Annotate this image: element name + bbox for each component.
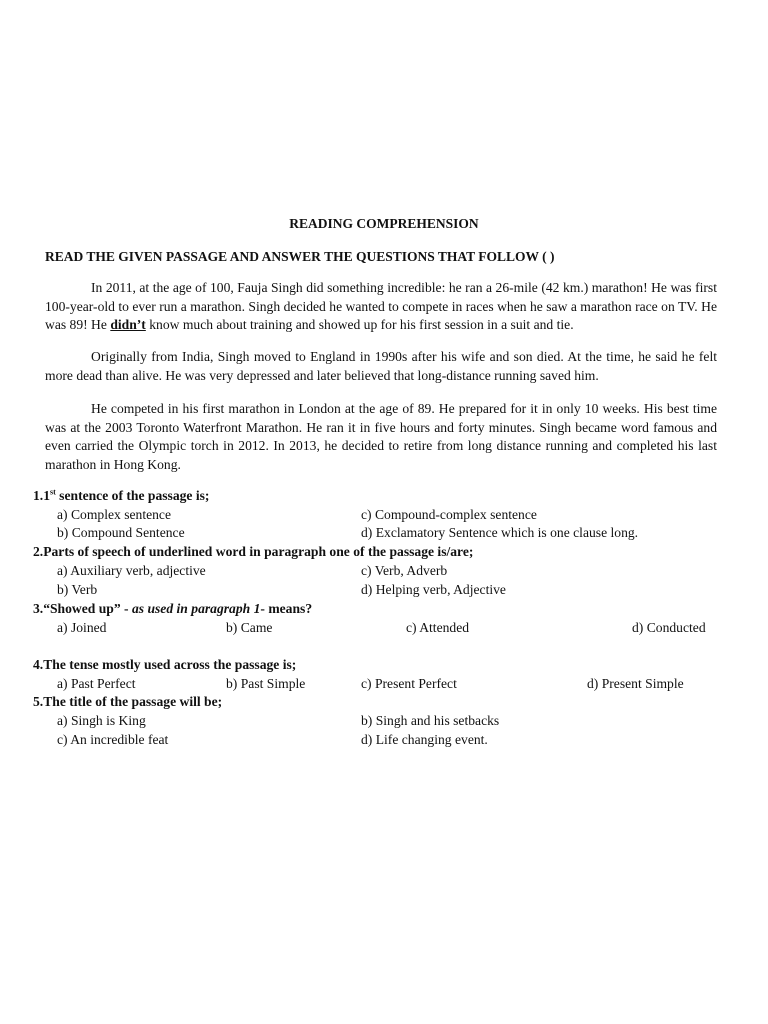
instruction-heading: READ THE GIVEN PASSAGE AND ANSWER THE QUESTIONS THAT FOLLOW ( ) [45,249,555,264]
question-5: 5.The title of the passage will be; [33,694,223,709]
question-4-option-d: d) Present Simple [587,676,684,691]
question-3-italic: as used in paragraph 1 [131,601,261,616]
passage-paragraph-3: He competed in his first marathon in London at the age of 89. He prepared for it in only 10 weeks. His best time was at the 2003 Toronto Waterfront Marathon. He ran it in five hours and forty minutes. Singh became word famous and even carried the Olympic torch in 2012. In 2013, he decided to retire from long distance running and completed his last marathon in Hong Kong. [45,401,717,472]
question-5-option-b: b) Singh and his setbacks [361,713,500,728]
paragraph-1-text-end: know much about training and showed up for his first session in a suit and tie. [145,317,574,332]
question-2-option-c: c) Verb, Adverb [361,563,448,578]
question-3-suffix: - means? [260,601,313,616]
passage-paragraph-2: Originally from India, Singh moved to England in 1990s after his wife and son died. At the time, he said he felt more dead than alive. He was very depressed and later believed that long-distance running saved him. [45,349,717,383]
question-4-option-a: a) Past Perfect [57,676,136,691]
question-3-option-b: b) Came [226,620,273,635]
question-4-option-b: b) Past Simple [226,676,306,691]
question-5-option-a: a) Singh is King [57,713,146,728]
question-1-option-c: c) Compound-complex sentence [361,507,537,522]
question-4-option-c: c) Present Perfect [361,676,457,691]
question-3-option-d: d) Conducted [632,620,706,635]
underlined-word: didn’t [110,317,146,332]
page-title: READING COMPREHENSION [289,216,479,231]
question-1-option-b: b) Compound Sentence [57,525,185,540]
question-1-text: sentence of the passage is; [55,488,210,503]
paragraph-1-text-start: In 2011, at the age of 100, Fauja Singh did something incredible: he ran a 26-mile (42 km.) marathon! He was first 100-year-old to ever run a marathon. Singh decided he wanted to compete in races when he saw a marathon race on TV. He was 89! He [45,280,717,332]
question-4: 4.The tense mostly used across the passage is; [33,657,297,672]
question-1-option-d: d) Exclamatory Sentence which is one clause long. [361,525,639,540]
question-1-option-a: a) Complex sentence [57,507,171,522]
question-5-option-c: c) An incredible feat [57,732,169,747]
question-3-option-a: a) Joined [57,620,107,635]
question-3 [33,600,312,618]
question-1-superscript: st [50,487,56,497]
question-2-option-d: d) Helping verb, Adjective [361,582,506,597]
question-3-option-c: c) Attended [406,620,470,635]
question-2: 2.Parts of speech of underlined word in paragraph one of the passage is/are; [33,544,474,559]
passage-paragraph-1 [45,279,717,335]
question-5-option-d: d) Life changing event. [361,732,488,747]
question-2-option-a: a) Auxiliary verb, adjective [57,563,206,578]
question-1-number: 1.1 [33,488,50,503]
question-2-option-b: b) Verb [57,582,98,597]
question-3-prefix: 3.“Showed up” - [33,601,132,616]
question-1 [33,487,209,505]
